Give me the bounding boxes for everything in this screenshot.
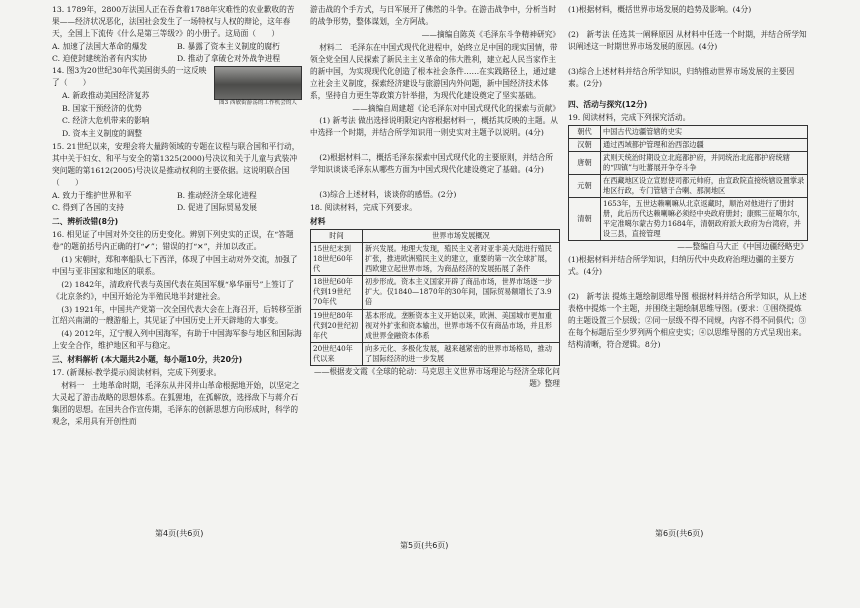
q14-option-c: C. 经济大危机带来的影响 (62, 116, 150, 126)
table-header (569, 125, 808, 138)
world-market-table (310, 229, 560, 366)
table-header (311, 230, 560, 243)
cell-overview: 初步形成。资本主义国家开辟了商品市场，世界市场逐一步扩大。仅1840—1870年的30年间，国际贸易额增长了3.9倍 (363, 276, 560, 309)
q19-req-1: (1)根据材料并结合所学知识，归纳历代中央政府治理边疆的主要方式。(4分) (568, 255, 795, 277)
question-19: 19. 阅读材料，完成下列探究活动。 (568, 112, 691, 122)
q13-option-c: C. 迫使封建统治者有内实协 (52, 53, 148, 63)
question-15: 15. 21世纪以来，安理会将大量跨领域的专题在议程与联合国和平行动，其中关于妇女、和平与安全的第1325(2000)号决议和关于儿童与武装冲突问题的第1612(2005)号决议是推动权利的主要依据。这说明联合国（ ） (52, 142, 300, 188)
table-row (311, 276, 560, 309)
q17-req-3: (3)综合上述材料，谈谈你的感悟。(2分) (319, 190, 457, 200)
q13-option-a: A. 加速了法国大革命的爆发 (52, 41, 148, 51)
header-dynasty: 朝代 (569, 125, 601, 138)
cell-facts: 通过西域都护管理和治西部边疆 (601, 138, 808, 151)
q13-options (52, 41, 302, 65)
section-3-heading: 三、材料解析 (本大题共2小题，每小题10分，共20分) (52, 355, 243, 365)
cell-dynasty: 唐朝 (569, 151, 601, 174)
table-row (569, 198, 808, 241)
frontier-table (568, 125, 808, 242)
cell-dynasty: 汉朝 (569, 138, 601, 151)
table-row (569, 151, 808, 174)
figure-3 (214, 66, 302, 110)
section-2-heading: 二、辨析改错(8分) (52, 216, 119, 226)
cell-dynasty: 清朝 (569, 198, 601, 241)
question-17: 17. (新课标·教学提示)阅读材料，完成下列要求。 (52, 368, 222, 378)
section-4-heading: 四、活动与探究(12分) (568, 99, 648, 109)
header-overview: 世界市场发展概况 (363, 230, 560, 243)
table-row (569, 138, 808, 151)
q16-item-1: (1) 宋朝时，郑和率船队七下西洋，体现了中国主动对外交流，加强了中国与亚非国家和地区的联系。 (52, 254, 298, 276)
source-2: ——摘编自周建超《论毛泽东对中国式现代化的探索与贡献》 (352, 103, 560, 113)
question-13: 13. 1789年，2800万法国人正在吞食着1788年灾难性的农业歉收的苦果——经济状况恶化，法国社会发生了一场特权与人权的辩论，这年春天，全国上下流传《什么是第三等级?》的小册子。这局面（ ） (52, 5, 295, 38)
q17-material-2: 材料二 毛泽东在中国式现代化进程中，始终立足中国的现实国情，带领全党全国人民探索了新民主主义革命的伟大胜利，建立起人民当家作主的新中国，为实现现代化创造了根本社会条件……在实践路径上，通过建立社会主义制度，探索经济建设与旅游国内外问题，新中国经济技术体系，坚持自力更生等政策方针举措，为现代化建设奠定了坚实基础。 (310, 42, 558, 100)
q17-material-1-cont: 游击战的个手方式，与日军展开了佛然的斗争。在游击战争中，分析当时的战争形势，整体谋划，全方阿战。 (310, 5, 557, 26)
header-time: 时间 (311, 230, 363, 243)
cell-overview: 基本形成。垄断资本主义开始以来，欧洲、美国城市更加重视对外扩张和资本输出，世界市场不仅有商品市场，并且形成世界金融资本体系 (363, 309, 560, 342)
question-16: 16. 相见证了中国对外交往的历史变化。辨别下列史实的正误，在“答题卷”的题前括号内正确的打“✔”；错误的打“✕”，并加以改正。 (52, 229, 294, 251)
cell-facts: 在西藏地区设立宣慰使司都元帅府，由宣政院直接统辖设置掌录地区行政，专门管辖于合喇、那洞地区 (601, 174, 808, 197)
source-1: ——摘编自陈英《毛泽东斗争精神研究》 (421, 29, 560, 39)
cell-overview: 向多元化、多极化发展，越来越紧密的世界市场格局，推动了国际经济的进一步发展 (363, 342, 560, 365)
q14-option-d: D. 资本主义制度的调整 (62, 129, 142, 139)
question-18: 18. 阅读材料，完成下列要求。 (310, 203, 417, 213)
q14-option-b: B. 国家干预经济的优势 (62, 103, 142, 113)
q16-item-4: (4) 2012年，辽宁舰入列中国海军，有助于中国海军参与地区和国际海上安全合作，维护地区和平与稳定。 (52, 329, 302, 351)
table-row (569, 174, 808, 197)
page-6-footer: 第6页(共6页) (655, 529, 704, 538)
cell-period: 18世纪60年代到19世纪70年代 (311, 276, 363, 309)
q17-req-1: (1) 新考法 做出选择说明限定内容根据材料一，概括其反映的主题。从中选择一个时期，并结合所学知识用一则史实对主题予以说明。(4分) (310, 116, 558, 138)
header-facts: 中国古代边疆管辖的史实 (601, 125, 808, 138)
q18-req-3: (3)综合上述材料并结合所学知识，归纳推动世界市场发展的主要因素。(2分) (568, 66, 795, 88)
cell-period: 19世纪80年代到20世纪初年代 (311, 309, 363, 342)
source-3: ——根据麦文霞《全球的轮动：马克思主义世界市场理论与经济全球化问题》整理 (313, 366, 560, 388)
table-row (311, 309, 560, 342)
q15-option-d: D. 促进了国际贸易发展 (177, 203, 257, 212)
page-5-footer: 第5页(共6页) (400, 541, 449, 550)
q19-req-2: (2) 新考法 提炼主题绘制思维导图 根据材料并结合所学知识，从上述表格中提炼一个主题，并围绕主题绘制思维导图。(要求：①围绕提炼的主题设置三个层级；②同一层级不得不同规，内容不得不同俱代；③在每个标题后至少罗列两个相应史实；④以思维导图的方式呈现出来。结构清晰，符合逻辑。8分) (568, 292, 807, 349)
q18-req-1: (1)根据材料，概括世界市场发展的趋势及影响。(4分) (568, 5, 752, 14)
figure-caption: 图3 西敏街游荡的工作机会的人 (218, 99, 298, 106)
q17-req-2: (2)根据材料二，概括毛泽东探索中国式现代化的主要原则，并结合所学知识谈谈毛泽东从哪些方面为中国式现代化建设奠定了基础。(4分) (310, 153, 554, 175)
cell-period: 20世纪40年代以来 (311, 342, 363, 365)
table-row (311, 342, 560, 365)
q13-option-d: D. 推动了拿破仑对外战争进程 (177, 53, 281, 63)
source-4: ——整编自马大正《中国边疆经略史》 (677, 242, 808, 252)
material-label: 材料 (310, 217, 326, 227)
q15-option-b: B. 推动经济全球化进程 (177, 191, 257, 201)
cell-overview: 新兴发展。地理大发现，殖民主义者对亚非美大陆进行殖民扩张，推进欧洲殖民主义的建立，重要的第一次全球扩展，西欧建立起世界市场，为商品经济的发展拓展了条件 (363, 243, 560, 276)
page-5-column (310, 4, 560, 608)
page-4-footer: 第4页(共6页) (155, 529, 204, 538)
q14-option-a: A. 新政推动美国经济复苏 (62, 90, 150, 100)
street-photo (214, 66, 302, 100)
page-4-column (52, 4, 302, 608)
q13-option-b: B. 暴露了资本主义制度的腐朽 (177, 41, 280, 51)
q18-req-2: (2) 新考法 任选其一阐释原因 从材料中任选一个时期，并结合所学知识阐述这一时期世界市场发展的原因。(4分) (568, 29, 807, 51)
cell-period: 15世纪末到18世纪60年代 (311, 243, 363, 276)
q16-item-3: (3) 1921年，中国共产党第一次全国代表大会在上海召开，后转移至浙江绍兴南湖的一艘游船上，其见证了中国历史上开天辟地的大事变。 (52, 304, 302, 326)
cell-dynasty: 元朝 (569, 174, 601, 197)
q17-material-1: 材料一 土地革命时期，毛泽东从井冈井山革命根据地开始，以坚定之大灵起了游击战略的思想体系。在狐狸地，在孤解放，选择敌下与蒋介石集团的思想。在国共合作宣传期，毛泽东的创新思想方向形成时，科学的观念，采用具有开创性而 (52, 381, 300, 426)
q15-options (52, 190, 302, 214)
cell-facts: 1653年，五世达赖喇嘛从北京返藏时，顺治对他进行了册封册，此后历代达赖喇嘛必须经中央政府册封；康熙三征噶尔尔，平定准噶尔蒙古势力1684年，清朝政府派大政府为台湾府，并设三县，直接管理 (601, 198, 808, 241)
q15-option-a: A. 致力于维护世界和平 (52, 191, 132, 201)
table-row (311, 243, 560, 276)
question-14: 14. 图3为20世纪30年代美国街头的一这反映了（ ） (52, 65, 207, 87)
page-6-column (568, 4, 808, 608)
q16-item-2: (2) 1842年，清政府代表与英国代表在英国军舰“皋华丽号”上签订了《北京条约》，中国开始沦为半殖民地半封建社会。 (52, 279, 295, 301)
cell-facts: 武则天统治时期设立北庭都护府，并同统治北庭都护府统辖的“四镇”与吐蕃展开争夺斗争 (601, 151, 808, 174)
q15-option-c: C. 得到了各国的支持 (52, 203, 124, 212)
